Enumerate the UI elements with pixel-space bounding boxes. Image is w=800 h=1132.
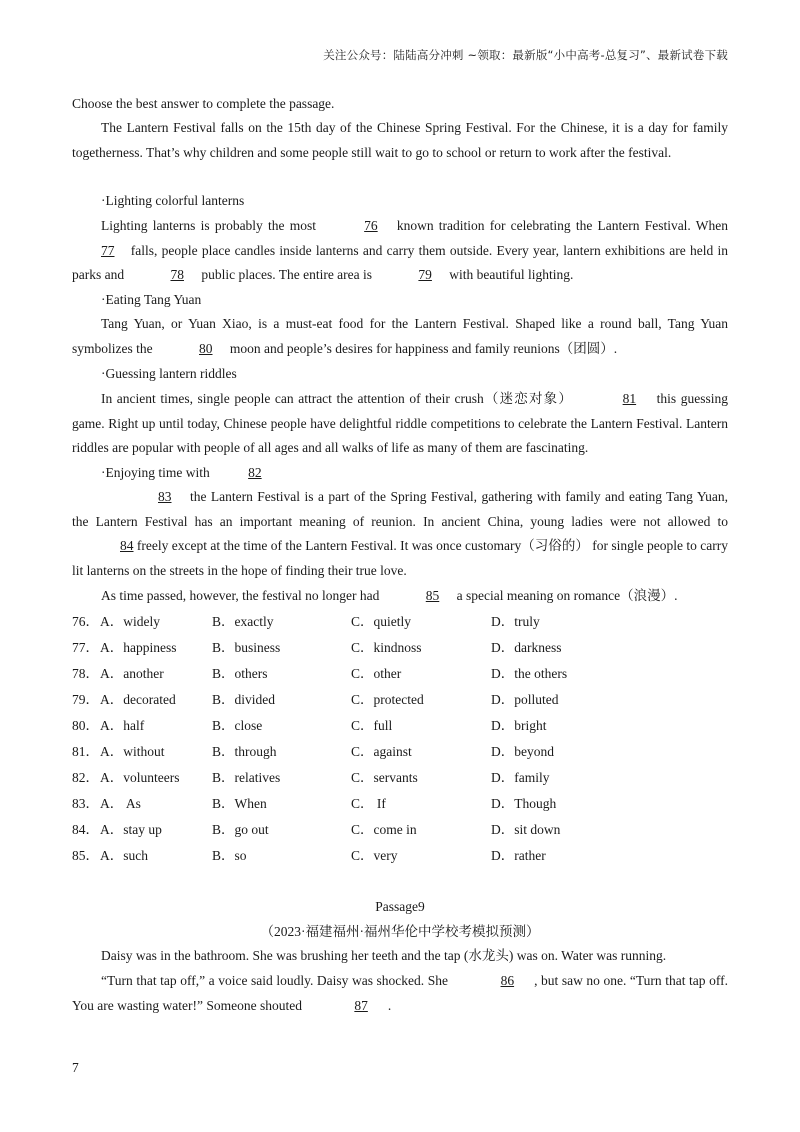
option-choice[interactable]: C．servants: [351, 770, 418, 785]
option-choice[interactable]: D．polluted: [491, 692, 559, 707]
paragraph-tang-yuan: Tang Yuan, or Yuan Xiao, is a must-eat food for the Lantern Festival. Shaped like a round ball, Tang Yuan symbolizes the 80 moon and people’s desires for happiness and family reunions（团圆）.: [72, 312, 728, 361]
passage-source: （2023·福建福州·福州华伦中学校考模拟预测）: [260, 924, 540, 939]
option-choice[interactable]: B．relatives: [212, 770, 281, 785]
option-choice[interactable]: A．such: [100, 848, 148, 863]
option-choice[interactable]: C．other: [351, 666, 402, 681]
option-choice[interactable]: C．quietly: [351, 614, 411, 629]
option-choice[interactable]: D．sit down: [491, 822, 561, 837]
option-choice[interactable]: A． As: [100, 796, 141, 811]
option-choice[interactable]: A．stay up: [100, 822, 162, 837]
option-choice[interactable]: D．the others: [491, 666, 568, 681]
option-choice[interactable]: C．very: [351, 848, 398, 863]
option-choice[interactable]: B．so: [212, 848, 247, 863]
blank-87[interactable]: 87: [354, 997, 368, 1013]
question-number: 82．: [72, 770, 99, 785]
question-number: 79．: [72, 692, 99, 707]
page-number: 7: [72, 1060, 79, 1075]
option-choice[interactable]: B．divided: [212, 692, 275, 707]
option-choice[interactable]: D．bright: [491, 718, 547, 733]
option-choice[interactable]: A．decorated: [100, 692, 176, 707]
option-row: [72, 687, 728, 713]
passage-title: Passage9: [375, 899, 425, 914]
option-choice[interactable]: D．Though: [491, 796, 557, 811]
option-choice[interactable]: C．kindnoss: [351, 640, 422, 655]
option-choice[interactable]: B．When: [212, 796, 267, 811]
blank-82[interactable]: 82: [248, 465, 262, 480]
heading-lighting-lanterns: ·Lighting colorful lanterns: [101, 193, 245, 208]
option-choice[interactable]: C．against: [351, 744, 412, 759]
option-row: [72, 635, 728, 661]
option-choice[interactable]: B．exactly: [212, 614, 274, 629]
option-choice[interactable]: B．business: [212, 640, 281, 655]
blank-79[interactable]: 79: [418, 267, 432, 282]
heading-guessing-riddles: ·Guessing lantern riddles: [101, 366, 237, 381]
paragraph-intro: The Lantern Festival falls on the 15th day of the Chinese Spring Festival. For the Chinese, it is a day for family togetherness. That’s why children and some people still wait to go to school or return to work after the festival.: [72, 120, 728, 160]
option-choice[interactable]: A．another: [100, 666, 164, 681]
passage9-paragraph-1: Daisy was in the bathroom. She was brushing her teeth and the tap (水龙头) was on. Water was running.: [101, 948, 667, 963]
question-number: 84．: [72, 822, 99, 837]
passage9-paragraph-2: “Turn that tap off,” a voice said loudly. Daisy was shocked. She 86 , but saw no one. “Turn that tap off. You are wasting water!” Someone shouted 87 .: [72, 969, 728, 1018]
blank-84[interactable]: 84: [120, 538, 134, 553]
paragraph-lighting: Lighting lanterns is probably the most 76 known tradition for celebrating the Lantern Festival. When 77 falls, people place candles inside lanterns and carry them outside. Every year, lantern exhibitions are held in parks and 78 public places. The entire area is 79 with beautiful lighting.: [72, 214, 728, 288]
option-choice[interactable]: A．half: [100, 718, 145, 733]
option-choice[interactable]: A．happiness: [100, 640, 177, 655]
option-choice[interactable]: D．rather: [491, 848, 546, 863]
option-choice[interactable]: B．through: [212, 744, 277, 759]
paragraph-reunion: 83 the Lantern Festival is a part of the Spring Festival, gathering with family and eating Tang Yuan, the Lantern Festival has an important meaning of reunion. In ancient China, young ladies were not allowed to 84 freely except at the time of the Lantern Festival. It was once customary（习俗的） for single people to carry lit lanterns on the streets in the hope of finding their true love.: [72, 485, 728, 583]
question-number: 83．: [72, 796, 99, 811]
option-choice[interactable]: A．widely: [100, 614, 160, 629]
paragraph-riddles: In ancient times, single people can attract the attention of their crush（迷恋对象） 81 this guessing game. Right up until today, Chinese people have delightful riddle competitions to celebrate the Lantern Festival. Lantern riddles are popular with people of all ages and all walks of life as many of them are fascinating.: [72, 387, 728, 461]
option-choice[interactable]: D．truly: [491, 614, 540, 629]
option-row: [72, 609, 728, 635]
instruction: Choose the best answer to complete the passage.: [72, 96, 335, 111]
blank-81[interactable]: 81: [622, 391, 637, 406]
option-row: [72, 843, 728, 869]
option-choice[interactable]: B．go out: [212, 822, 269, 837]
question-number: 78．: [72, 666, 99, 681]
option-choice[interactable]: D．family: [491, 770, 550, 785]
option-choice[interactable]: A．without: [100, 744, 165, 759]
option-choice[interactable]: D．darkness: [491, 640, 562, 655]
option-choice[interactable]: B．others: [212, 666, 268, 681]
blank-76[interactable]: 76: [364, 218, 378, 233]
option-choice[interactable]: C．full: [351, 718, 393, 733]
question-number: 85．: [72, 848, 99, 863]
option-choice[interactable]: C．protected: [351, 692, 424, 707]
heading-enjoying-time: ·Enjoying time with 82: [72, 461, 728, 486]
question-number: 80．: [72, 718, 99, 733]
option-choice[interactable]: B．close: [212, 718, 263, 733]
blank-78[interactable]: 78: [170, 267, 184, 282]
option-row: [72, 765, 728, 791]
option-row: [72, 739, 728, 765]
blank-83[interactable]: 83: [158, 489, 172, 504]
option-choice[interactable]: D．beyond: [491, 744, 554, 759]
option-choice[interactable]: C．come in: [351, 822, 417, 837]
blank-85[interactable]: 85: [425, 588, 440, 603]
page-header: 关注公众号：陆陆高分冲刺 ~领取：最新版“小中高考-总复习”、最新试卷下载: [323, 48, 728, 62]
option-choice[interactable]: A．volunteers: [100, 770, 180, 785]
heading-eating-tang-yuan: ·Eating Tang Yuan: [101, 292, 202, 307]
option-row: [72, 791, 728, 817]
question-number: 81．: [72, 744, 99, 759]
blank-80[interactable]: 80: [199, 340, 213, 356]
option-row: [72, 661, 728, 687]
option-row: [72, 713, 728, 739]
option-choice[interactable]: C． If: [351, 796, 386, 811]
question-number: 76．: [72, 614, 99, 629]
option-row: [72, 817, 728, 843]
question-number: 77．: [72, 640, 99, 655]
blank-77[interactable]: 77: [101, 242, 115, 258]
blank-86[interactable]: 86: [500, 973, 515, 988]
paragraph-romance: As time passed, however, the festival no longer had 85 a special meaning on romance（浪漫）.: [72, 584, 728, 609]
